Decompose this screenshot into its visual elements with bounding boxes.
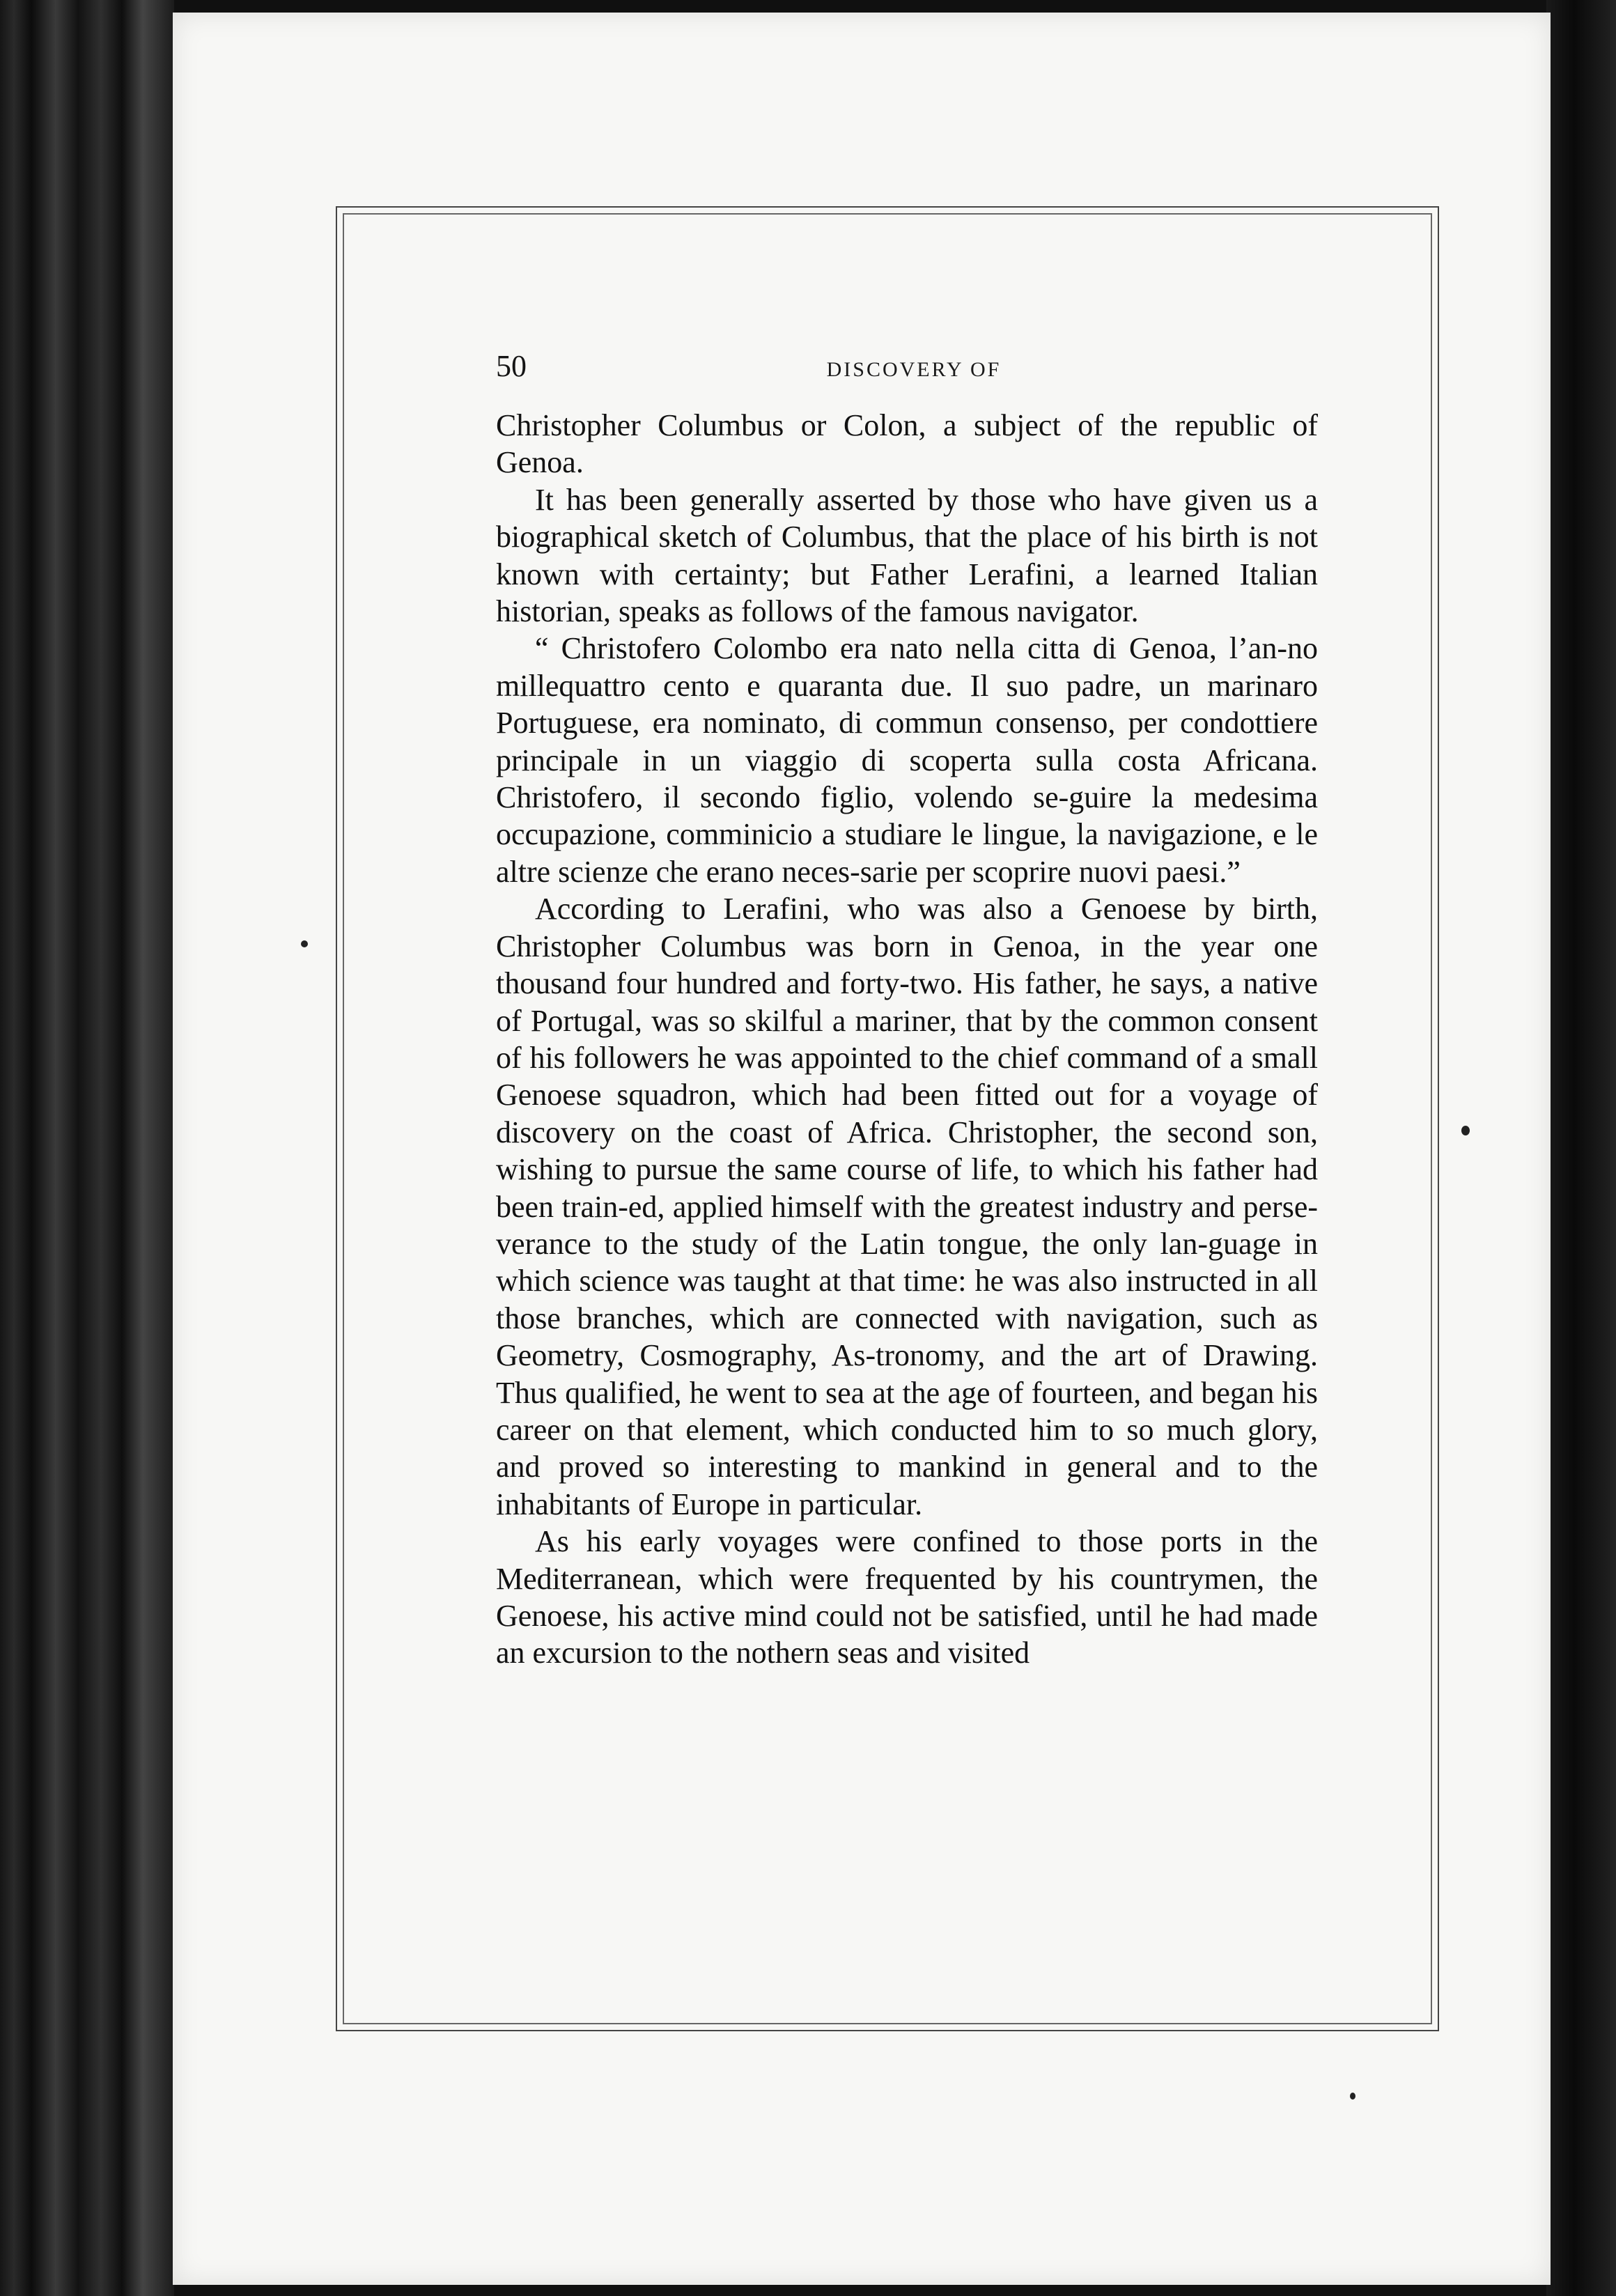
scan-speck: [1350, 2093, 1355, 2100]
paragraph-2: It has been generally asserted by those who have given us a biographical sketch of Columbus, that the place of his birth is not known with certainty; but Father Lerafini, a learned Italian historian, speaks as follows of the famous navigator.: [496, 482, 1318, 629]
scan-edge: [1546, 0, 1616, 2296]
scan-speck: [301, 940, 308, 947]
paragraph-3-italian-quote: “ Christofero Colombo era nato nella citta di Genoa, l’an-no millequattro cento e quaranta due. Il suo padre, un marinaro Portuguese, era nominato, di commun consenso, per condottiere principale in un viaggio di scoperta sulla costa Africana. Christofero, il secondo figlio, volendo se-guire la medesima occupazione, comminicio a studiare le lingue, la navigazione, e le altre scienze che erano neces-sarie per scoprire nuovi paesi.”: [496, 631, 1318, 889]
body-text: [496, 407, 1318, 1672]
scan-speck: [1461, 1126, 1470, 1135]
book-spine: [0, 0, 174, 2296]
paragraph-4: According to Lerafini, who was also a Genoese by birth, Christopher Columbus was born in Genoa, in the year one thousand four hundred and forty-two. His father, he says, a native of Portugal, was so skilful a mariner, that by the common consent of his followers he was appointed to the chief command of a small Genoese squadron, which had been fitted out for a voyage of discovery on the coast of Africa. Christopher, the second son, wishing to pursue the same course of life, to which his father had been train-ed, applied himself with the greatest industry and perse-verance to the study of the Latin tongue, the only lan-guage in which science was taught at that time: he was also instructed in all those branches, which are connected with navigation, such as Geometry, Cosmography, As-tronomy, and the art of Drawing. Thus qualified, he went to sea at the age of fourteen, and began his career on that element, which conducted him to so much glory, and proved so interesting to mankind in general and to the inhabitants of Europe in particular.: [496, 892, 1318, 1521]
book-page: [496, 344, 1318, 1672]
page-header: [496, 344, 1318, 393]
running-head: DISCOVERY OF: [826, 358, 1002, 381]
page-number: 50: [496, 349, 527, 383]
paragraph-5: As his early voyages were confined to those ports in the Mediterranean, which were frequented by his countrymen, the Genoese, his active mind could not be satisfied, until he had made an excursion to the nothern seas and visited: [496, 1524, 1318, 1670]
paragraph-1: Christopher Columbus or Colon, a subject of the republic of Genoa.: [496, 408, 1318, 480]
